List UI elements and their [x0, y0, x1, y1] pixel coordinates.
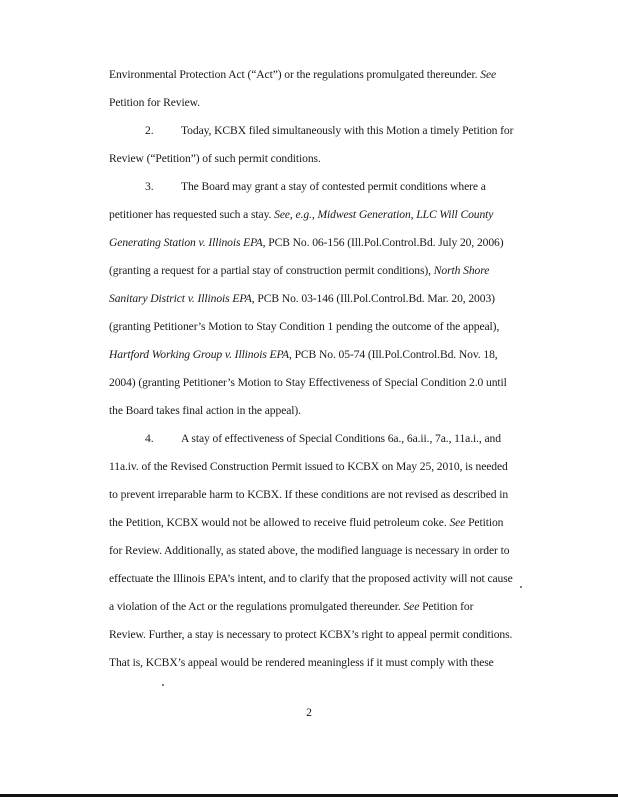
- paragraph-3-line-9: the Board takes final action in the appeal).: [109, 404, 301, 417]
- text-run: Environmental Protection Act (“Act”) or the regulations promulgated thereunder.: [109, 68, 478, 81]
- paragraph-4-number: 4.: [145, 432, 154, 445]
- scan-speck: [162, 684, 164, 686]
- paragraph-4-line-7: [109, 600, 473, 614]
- text-run: , PCB No. 05-74 (Ill.Pol.Control.Bd. Nov. 18,: [288, 348, 498, 361]
- citation-signal: See: [403, 600, 420, 613]
- paragraph-1-line-1: [109, 68, 496, 82]
- paragraph-3-line-3: [109, 236, 504, 250]
- paragraph-3-line-1: The Board may grant a stay of contested permit conditions where a: [181, 180, 486, 193]
- text-run: , PCB No. 03-146 (Ill.Pol.Control.Bd. Mar. 20, 2003): [251, 292, 495, 305]
- citation: See, e.g., Midwest Generation, LLC Will County: [274, 208, 494, 221]
- paragraph-4-line-9: That is, KCBX’s appeal would be rendered meaningless if it must comply with these: [109, 656, 494, 669]
- page-number: 2: [306, 706, 312, 719]
- paragraph-4-line-5: for Review. Additionally, as stated above, the modified language is necessary in order to: [109, 544, 510, 557]
- paragraph-3-number: 3.: [145, 180, 154, 193]
- text-run: Petition: [468, 516, 504, 529]
- paragraph-4-line-8: Review. Further, a stay is necessary to protect KCBX’s right to appeal permit conditions.: [109, 628, 513, 641]
- paragraph-3-line-2: [109, 208, 493, 222]
- paragraph-3-line-7: [109, 348, 498, 362]
- paragraph-3-line-5: [109, 292, 495, 306]
- case-name: Generating Station v. Illinois EPA: [109, 236, 263, 249]
- scan-edge-rule: [0, 794, 618, 797]
- paragraph-4-line-3: to prevent irreparable harm to KCBX. If these conditions are not revised as described in: [109, 488, 509, 501]
- paragraph-4-line-1: A stay of effectiveness of Special Conditions 6a., 6a.ii., 7a., 11a.i., and: [181, 432, 501, 445]
- paragraph-2-number: 2.: [145, 124, 154, 137]
- text-run: Petition for: [422, 600, 474, 613]
- case-name: Sanitary District v. Illinois EPA: [109, 292, 252, 305]
- paragraph-3-line-6: (granting Petitioner’s Motion to Stay Condition 1 pending the outcome of the appeal),: [109, 320, 500, 333]
- text-run: , PCB No. 06-156 (Ill.Pol.Control.Bd. July 20, 2006): [262, 236, 504, 249]
- paragraph-3-line-8: 2004) (granting Petitioner’s Motion to Stay Effectiveness of Special Condition 2.0 until: [109, 376, 507, 389]
- citation-signal: See: [449, 516, 466, 529]
- citation-signal: See: [480, 68, 497, 81]
- case-name: Hartford Working Group v. Illinois EPA: [109, 348, 289, 361]
- paragraph-2-line-1: Today, KCBX filed simultaneously with this Motion a timely Petition for: [181, 124, 514, 137]
- text-run: (granting a request for a partial stay of construction permit conditions),: [109, 264, 431, 277]
- text-run: the Petition, KCBX would not be allowed to receive fluid petroleum coke.: [109, 516, 447, 529]
- paragraph-4-line-2: 11a.iv. of the Revised Construction Permit issued to KCBX on May 25, 2010, is needed: [109, 460, 508, 473]
- text-run: petitioner has requested such a stay.: [109, 208, 272, 221]
- case-name: North Shore: [433, 264, 490, 277]
- paragraph-1-line-2: Petition for Review.: [109, 96, 200, 109]
- paragraph-3-line-4: [109, 264, 489, 278]
- text-run: a violation of the Act or the regulations promulgated thereunder.: [109, 600, 401, 613]
- paragraph-4-line-4: [109, 516, 503, 530]
- paragraph-4-line-6: effectuate the Illinois EPA’s intent, and to clarify that the proposed activity will not cause: [109, 572, 513, 585]
- paragraph-2-line-2: Review (“Petition”) of such permit conditions.: [109, 152, 321, 165]
- scan-speck: [520, 586, 522, 588]
